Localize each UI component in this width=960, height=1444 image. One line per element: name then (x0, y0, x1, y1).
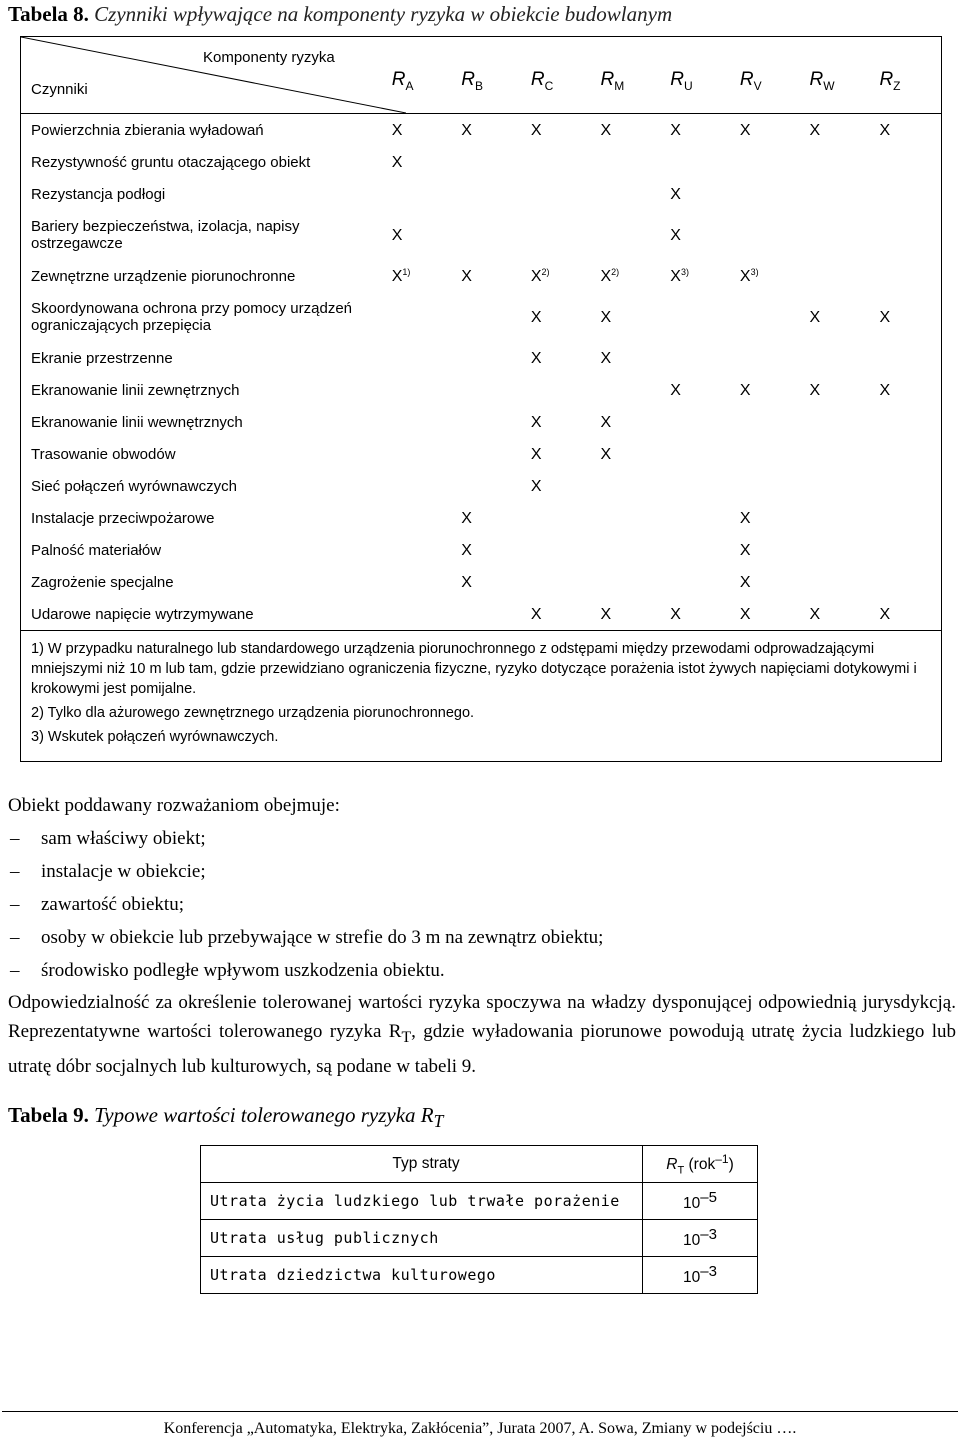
impact-mark: X (879, 121, 891, 139)
impact-cell (662, 534, 732, 566)
table-row (21, 114, 942, 147)
impact-cell (732, 598, 802, 631)
list-item (8, 855, 956, 888)
list-item (8, 888, 956, 921)
impact-cell (384, 534, 454, 566)
impact-cell (662, 292, 732, 342)
impact-cell (592, 178, 662, 210)
rt-unit: (rok (684, 1156, 716, 1174)
risk-subscript: B (475, 78, 484, 93)
footnote: 3) Wskutek połączeń wyrównawczych. (31, 729, 279, 745)
risk-component-header (871, 37, 941, 114)
table-row (201, 1183, 758, 1220)
factor-label: Instalacje przeciwpożarowe (31, 509, 215, 527)
table-row (21, 470, 942, 502)
impact-cell (592, 292, 662, 342)
impact-cell (732, 146, 802, 178)
table9-head-rt (643, 1146, 758, 1183)
risk-symbol: R (530, 69, 545, 91)
impact-mark: X (600, 121, 612, 139)
dash-bullet: – (10, 828, 20, 849)
impact-mark: X (670, 605, 681, 623)
table-row (21, 146, 942, 178)
table-row (21, 534, 942, 566)
impact-footnote-ref: 3) (680, 266, 689, 277)
impact-mark: X (600, 308, 612, 326)
risk-subscript: Z (893, 78, 901, 93)
impact-mark: X (530, 445, 542, 463)
impact-mark: X (670, 185, 681, 203)
factor-label: Ekranie przestrzenne (31, 349, 173, 367)
corner-bottom-label: Czynniki (31, 81, 88, 98)
table9-header-row (201, 1146, 758, 1183)
risk-symbol: R (461, 69, 475, 91)
impact-cell (523, 114, 593, 147)
impact-cell (801, 534, 871, 566)
impact-cell (453, 114, 523, 147)
impact-mark: X (739, 573, 751, 591)
table-row (21, 598, 942, 631)
factor-label: Trasowanie obwodów (31, 445, 176, 463)
impact-mark: X (879, 381, 891, 399)
impact-cell (871, 292, 941, 342)
risk-exponent: –3 (700, 1263, 717, 1280)
impact-cell (871, 260, 941, 292)
impact-cell (592, 566, 662, 598)
body-text (8, 789, 956, 1081)
tolerance-paragraph-part1: Odpowiedzialność za określenie tolerowanej wartości ryzyka spoczywa na władzy dysponującej odpowiednią jurysdykcją. Reprezentatywne wartości tolerowanego ryzyka R (8, 992, 956, 1042)
impact-cell (871, 178, 941, 210)
table8-corner-cell (21, 37, 384, 114)
impact-cell (662, 438, 732, 470)
impact-footnote-ref: 3) (750, 266, 759, 277)
factor-label: Zagrożenie specjalne (31, 573, 174, 591)
impact-cell (871, 534, 941, 566)
impact-mark: X (530, 121, 542, 139)
impact-cell (384, 292, 454, 342)
impact-cell (523, 406, 593, 438)
impact-cell (871, 210, 941, 260)
table-row (21, 260, 942, 292)
impact-cell (523, 566, 593, 598)
table-row (21, 342, 942, 374)
risk-symbol: R (670, 69, 684, 91)
impact-mark: X (600, 605, 612, 623)
list-item (8, 954, 956, 987)
impact-cell (732, 470, 802, 502)
loss-type: Utrata życia ludzkiego lub trwałe porażenie (201, 1183, 643, 1220)
impact-cell (662, 470, 732, 502)
impact-footnote-ref: 2) (611, 266, 620, 277)
impact-cell (871, 470, 941, 502)
risk-subscript: M (614, 78, 625, 93)
impact-cell (453, 178, 523, 210)
table-row (201, 1257, 758, 1294)
impact-mark: X (600, 349, 612, 367)
impact-mark: X (670, 381, 681, 399)
rt-close: ) (728, 1156, 734, 1174)
factor-label: Ekranowanie linii wewnętrznych (31, 413, 243, 431)
tolerance-paragraph-sub: T (401, 1028, 412, 1046)
impact-cell (662, 146, 732, 178)
impact-mark: X (670, 267, 681, 285)
impact-mark: X (391, 226, 403, 244)
impact-cell (801, 598, 871, 631)
scope-list (8, 822, 956, 987)
list-item-text: osoby w obiekcie lub przebywające w strefie do 3 m na zewnątrz obiektu; (41, 927, 604, 948)
impact-mark: X (739, 541, 751, 559)
impact-cell (732, 438, 802, 470)
risk-subscript: C (544, 78, 554, 93)
table8-caption: Czynniki wpływające na komponenty ryzyka w obiekcie budowlanym (94, 2, 673, 26)
impact-cell (592, 534, 662, 566)
factor-label: Sieć połączeń wyrównawczych (31, 477, 237, 495)
impact-mark: X (879, 605, 891, 623)
factor-label: Rezystancja podłogi (31, 185, 166, 203)
factor-label: Udarowe napięcie wytrzymywane (31, 605, 254, 623)
impact-cell (871, 406, 941, 438)
dash-bullet: – (10, 861, 20, 882)
impact-cell (801, 292, 871, 342)
impact-cell (523, 502, 593, 534)
table9-head-loss-type: Typ straty (201, 1146, 643, 1183)
impact-cell (801, 146, 871, 178)
impact-cell (523, 260, 593, 292)
risk-base: 10 (683, 1269, 701, 1286)
list-item-text: zawartość obiektu; (41, 894, 184, 915)
table-row (21, 292, 942, 342)
impact-mark: X (530, 413, 542, 431)
impact-cell (384, 502, 454, 534)
tolerance-paragraph-part2: , gdzie wyładowania piorunowe powodują utratę życia ludzkiego lub utratę dóbr socjalnych lub kulturowych, są podane w tabeli 9. (8, 1021, 957, 1077)
impact-cell (592, 260, 662, 292)
table-row (201, 1220, 758, 1257)
table-row (21, 438, 942, 470)
impact-cell (592, 598, 662, 631)
risk-component-header (662, 37, 732, 114)
risk-component-header (732, 37, 802, 114)
impact-mark: X (461, 509, 472, 527)
impact-mark: X (461, 121, 472, 139)
impact-cell (871, 566, 941, 598)
dash-bullet: – (10, 960, 20, 981)
impact-cell (592, 114, 662, 147)
risk-base: 10 (683, 1232, 701, 1249)
list-item-text: instalacje w obiekcie; (41, 861, 206, 882)
impact-cell (384, 374, 454, 406)
impact-cell (453, 374, 523, 406)
impact-mark: X (739, 267, 751, 285)
dash-bullet: – (10, 894, 20, 915)
impact-cell (523, 292, 593, 342)
impact-cell (453, 342, 523, 374)
risk-symbol: R (600, 69, 615, 91)
impact-mark: X (879, 308, 891, 326)
impact-cell (592, 342, 662, 374)
table-row (21, 210, 942, 260)
impact-cell (871, 438, 941, 470)
table-row (21, 374, 942, 406)
impact-cell (523, 470, 593, 502)
impact-cell (592, 146, 662, 178)
impact-cell (662, 178, 732, 210)
impact-cell (662, 210, 732, 260)
footnotes-cell (21, 631, 942, 762)
impact-cell (871, 598, 941, 631)
factor-label: Rezystywność gruntu otaczającego obiekt (31, 153, 311, 171)
table8-label: Tabela 8. (8, 2, 89, 26)
impact-cell (662, 374, 732, 406)
corner-top-label: Komponenty ryzyka (203, 49, 335, 66)
impact-cell (453, 210, 523, 260)
impact-cell (662, 566, 732, 598)
impact-cell (592, 438, 662, 470)
impact-mark: X (391, 267, 403, 285)
factor-label: Bariery bezpieczeństwa, izolacja, napisy ostrzegawcze (31, 218, 300, 252)
impact-cell (592, 502, 662, 534)
impact-cell (801, 566, 871, 598)
factor-label: Skoordynowana ochrona przy pomocy urządzeń ograniczających przepięcia (31, 300, 353, 334)
impact-cell (523, 534, 593, 566)
impact-mark: X (809, 381, 821, 399)
impact-cell (801, 210, 871, 260)
impact-cell (732, 210, 802, 260)
impact-cell (662, 598, 732, 631)
table9-caption: Typowe wartości tolerowanego ryzyka R (94, 1103, 434, 1127)
impact-cell (732, 406, 802, 438)
impact-cell (801, 178, 871, 210)
impact-cell (384, 406, 454, 438)
impact-cell (523, 342, 593, 374)
risk-exponent: –3 (700, 1226, 717, 1243)
impact-mark: X (530, 267, 542, 285)
impact-mark: X (670, 121, 681, 139)
impact-cell (384, 566, 454, 598)
impact-mark: X (739, 381, 751, 399)
risk-subscript: U (684, 78, 693, 93)
risk-symbol: R (879, 69, 894, 91)
impact-cell (453, 502, 523, 534)
list-item (8, 921, 956, 954)
impact-footnote-ref: 2) (541, 266, 550, 277)
footer-rule (2, 1411, 958, 1412)
impact-cell (592, 470, 662, 502)
impact-cell (384, 598, 454, 631)
risk-component-header (801, 37, 871, 114)
impact-mark: X (809, 121, 821, 139)
list-item-text: środowisko podległe wpływom uszkodzenia obiektu. (41, 960, 445, 981)
page-footer: Konferencja „Automatyka, Elektryka, Zakłócenia”, Jurata 2007, A. Sowa, Zmiany w podejściu …. (163, 1420, 797, 1437)
impact-mark: X (739, 605, 751, 623)
factor-label: Palność materiałów (31, 541, 162, 559)
impact-cell (732, 178, 802, 210)
impact-mark: X (530, 349, 542, 367)
impact-mark: X (600, 445, 612, 463)
impact-cell (801, 114, 871, 147)
impact-cell (453, 566, 523, 598)
impact-cell (662, 342, 732, 374)
risk-component-header (523, 37, 593, 114)
impact-cell (453, 146, 523, 178)
impact-cell (384, 146, 454, 178)
loss-type: Utrata dziedzictwa kulturowego (201, 1257, 643, 1294)
impact-cell (523, 598, 593, 631)
tolerance-paragraph (8, 988, 956, 1081)
impact-mark: X (530, 477, 542, 495)
impact-cell (384, 470, 454, 502)
impact-mark: X (461, 541, 472, 559)
rt-symbol: R (666, 1156, 678, 1174)
impact-cell (453, 292, 523, 342)
impact-mark: X (461, 267, 472, 285)
impact-cell (732, 502, 802, 534)
table9-label: Tabela 9. (8, 1103, 89, 1127)
impact-cell (732, 534, 802, 566)
impact-cell (801, 260, 871, 292)
list-item-text: sam właściwy obiekt; (41, 828, 206, 849)
risk-symbol: R (391, 69, 406, 91)
factor-label: Powierzchnia zbierania wyładowań (31, 121, 264, 139)
rt-sub: T (677, 1164, 685, 1177)
impact-cell (662, 260, 732, 292)
risk-subscript: V (753, 78, 762, 93)
impact-cell (523, 146, 593, 178)
impact-cell (592, 374, 662, 406)
impact-cell (384, 342, 454, 374)
impact-mark: X (739, 121, 751, 139)
impact-cell (592, 210, 662, 260)
impact-cell (662, 114, 732, 147)
risk-factors-table (20, 36, 942, 762)
list-item (8, 822, 956, 855)
impact-cell (732, 374, 802, 406)
impact-cell (523, 178, 593, 210)
table-row (21, 566, 942, 598)
impact-cell (871, 502, 941, 534)
impact-mark: X (809, 308, 821, 326)
footnotes-row (21, 631, 942, 762)
impact-cell (871, 114, 941, 147)
table8-header-row (21, 37, 942, 114)
risk-symbol: R (739, 69, 754, 91)
risk-subscript: A (405, 78, 414, 93)
impact-mark: X (530, 308, 542, 326)
loss-type: Utrata usług publicznych (201, 1220, 643, 1257)
impact-mark: X (600, 413, 612, 431)
table9-title (8, 1103, 443, 1132)
impact-cell (801, 470, 871, 502)
impact-mark: X (600, 267, 612, 285)
impact-mark: X (530, 605, 542, 623)
factor-label: Zewnętrzne urządzenie piorunochronne (31, 267, 296, 285)
impact-cell (453, 406, 523, 438)
table8-title (8, 2, 672, 27)
risk-subscript: W (823, 78, 835, 93)
intro-paragraph: Obiekt poddawany rozważaniom obejmuje: (8, 795, 340, 816)
tolerable-risk-value (643, 1183, 758, 1220)
risk-exponent: –5 (700, 1189, 717, 1206)
impact-cell (732, 260, 802, 292)
impact-cell (871, 374, 941, 406)
impact-footnote-ref: 1) (402, 266, 411, 277)
impact-cell (662, 502, 732, 534)
impact-cell (453, 260, 523, 292)
impact-cell (732, 292, 802, 342)
factor-label: Ekranowanie linii zewnętrznych (31, 381, 240, 399)
impact-cell (801, 342, 871, 374)
tolerable-risk-table (200, 1145, 758, 1294)
impact-cell (384, 438, 454, 470)
table-row (21, 502, 942, 534)
rt-unit-exp: –1 (715, 1151, 729, 1166)
impact-cell (871, 342, 941, 374)
table9-caption-sub: T (433, 1111, 444, 1132)
risk-component-header (592, 37, 662, 114)
impact-cell (384, 178, 454, 210)
risk-component-header (453, 37, 523, 114)
tolerable-risk-value (643, 1220, 758, 1257)
tolerable-risk-value (643, 1257, 758, 1294)
impact-cell (732, 342, 802, 374)
impact-cell (453, 470, 523, 502)
impact-cell (662, 406, 732, 438)
impact-cell (453, 534, 523, 566)
impact-cell (453, 598, 523, 631)
impact-cell (801, 406, 871, 438)
dash-bullet: – (10, 927, 20, 948)
footnote: 2) Tylko dla ażurowego zewnętrznego urządzenia piorunochronnego. (31, 705, 475, 721)
impact-mark: X (391, 153, 403, 171)
impact-cell (732, 566, 802, 598)
impact-cell (384, 210, 454, 260)
impact-cell (453, 438, 523, 470)
impact-cell (592, 406, 662, 438)
impact-mark: X (809, 605, 821, 623)
impact-cell (801, 502, 871, 534)
impact-cell (732, 114, 802, 147)
impact-cell (523, 438, 593, 470)
risk-base: 10 (683, 1195, 701, 1212)
impact-mark: X (670, 226, 681, 244)
impact-cell (801, 374, 871, 406)
risk-symbol: R (809, 69, 824, 91)
impact-cell (523, 210, 593, 260)
table-row (21, 406, 942, 438)
footnote: 1) W przypadku naturalnego lub standardowego urządzenia piorunochronnego z odstępami między przewodami odprowadzającymi mniejszymi niż 10 m lub tam, gdzie przewidziano ograniczenia fizyczne, ryzyko dotyczące porażenia istot żywych napięciami dotykowymi i krokowymi jest pomijalne. (31, 641, 917, 697)
impact-mark: X (461, 573, 472, 591)
impact-mark: X (739, 509, 751, 527)
impact-mark: X (391, 121, 403, 139)
table-row (21, 178, 942, 210)
impact-cell (384, 114, 454, 147)
impact-cell (384, 260, 454, 292)
impact-cell (801, 438, 871, 470)
impact-cell (523, 374, 593, 406)
impact-cell (871, 146, 941, 178)
